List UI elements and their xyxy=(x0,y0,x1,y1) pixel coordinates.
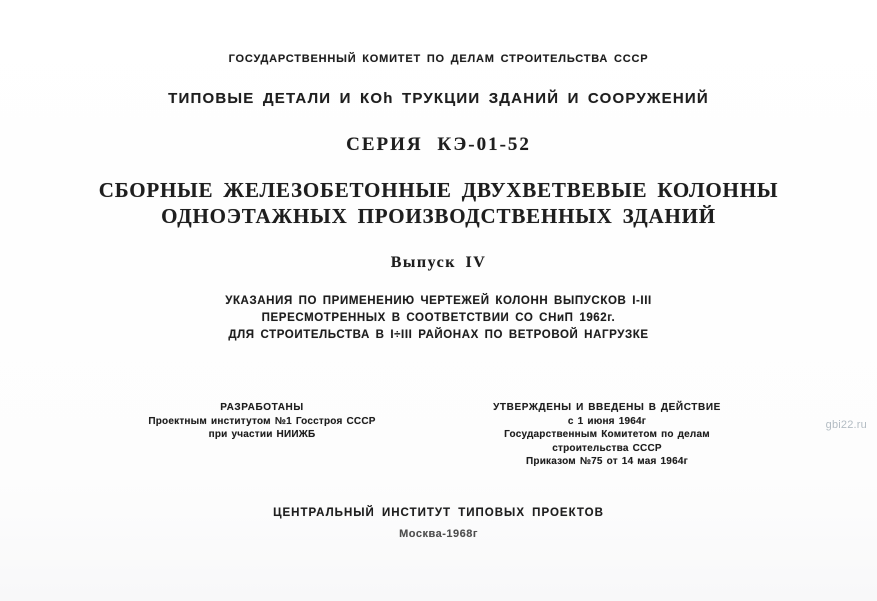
site-watermark: gbi22.ru xyxy=(825,419,867,431)
document-title xyxy=(0,177,877,229)
developed-by-block xyxy=(0,401,524,442)
approved-by-block xyxy=(463,401,751,469)
publishing-institute: ЦЕНТРАЛЬНЫЙ ИНСТИТУТ ТИПОВЫХ ПРОЕКТОВ xyxy=(273,507,604,519)
approved-line3: строительства СССР xyxy=(552,442,662,454)
document-title-line2: ОДНОЭТАЖНЫХ ПРОИЗВОДСТВЕННЫХ ЗДАНИЙ xyxy=(161,204,716,228)
approved-line4: Приказом №75 от 14 мая 1964г xyxy=(526,456,688,467)
approved-line1: с 1 июня 1964г xyxy=(567,415,647,427)
approved-line2: Государственным Комитетом по делам xyxy=(504,429,710,440)
committee-header: ГОСУДАРСТВЕННЫЙ КОМИТЕТ ПО ДЕЛАМ СТРОИТЕЛЬСТВА СССР xyxy=(228,53,649,65)
subtitle-block xyxy=(0,293,877,344)
series-code: СЕРИЯ КЭ-01-52 xyxy=(346,134,531,155)
developed-line2: при участии НИИЖБ xyxy=(208,429,316,440)
city-and-year: Москва-1968г xyxy=(399,528,478,540)
developed-heading: РАЗРАБОТАНЫ xyxy=(220,402,304,413)
series-title: ТИПОВЫЕ ДЕТАЛИ И КОh ТРУКЦИИ ЗДАНИЙ И СООРУЖЕНИЙ xyxy=(168,90,709,107)
subtitle-line3: ДЛЯ СТРОИТЕЛЬСТВА В I÷III РАЙОНАХ ПО ВЕТРОВОЙ НАГРУЗКЕ xyxy=(228,329,649,341)
developed-line1: Проектным институтом №1 Госстроя СССР xyxy=(148,415,376,427)
document-title-line1: СБОРНЫЕ ЖЕЛЕЗОБЕТОННЫЕ ДВУХВЕТВЕВЫЕ КОЛОННЫ xyxy=(98,178,779,202)
subtitle-line1: УКАЗАНИЯ ПО ПРИМЕНЕНИЮ ЧЕРТЕЖЕЙ КОЛОНН ВЫПУСКОВ I-III xyxy=(225,295,652,307)
approved-heading: УТВЕРЖДЕНЫ И ВВЕДЕНЫ В ДЕЙСТВИЕ xyxy=(493,402,721,413)
issue-number: Выпуск IV xyxy=(390,254,487,271)
subtitle-line2: ПЕРЕСМОТРЕННЫХ В СООТВЕТСТВИИ СО СНиП 1962г. xyxy=(261,312,616,324)
